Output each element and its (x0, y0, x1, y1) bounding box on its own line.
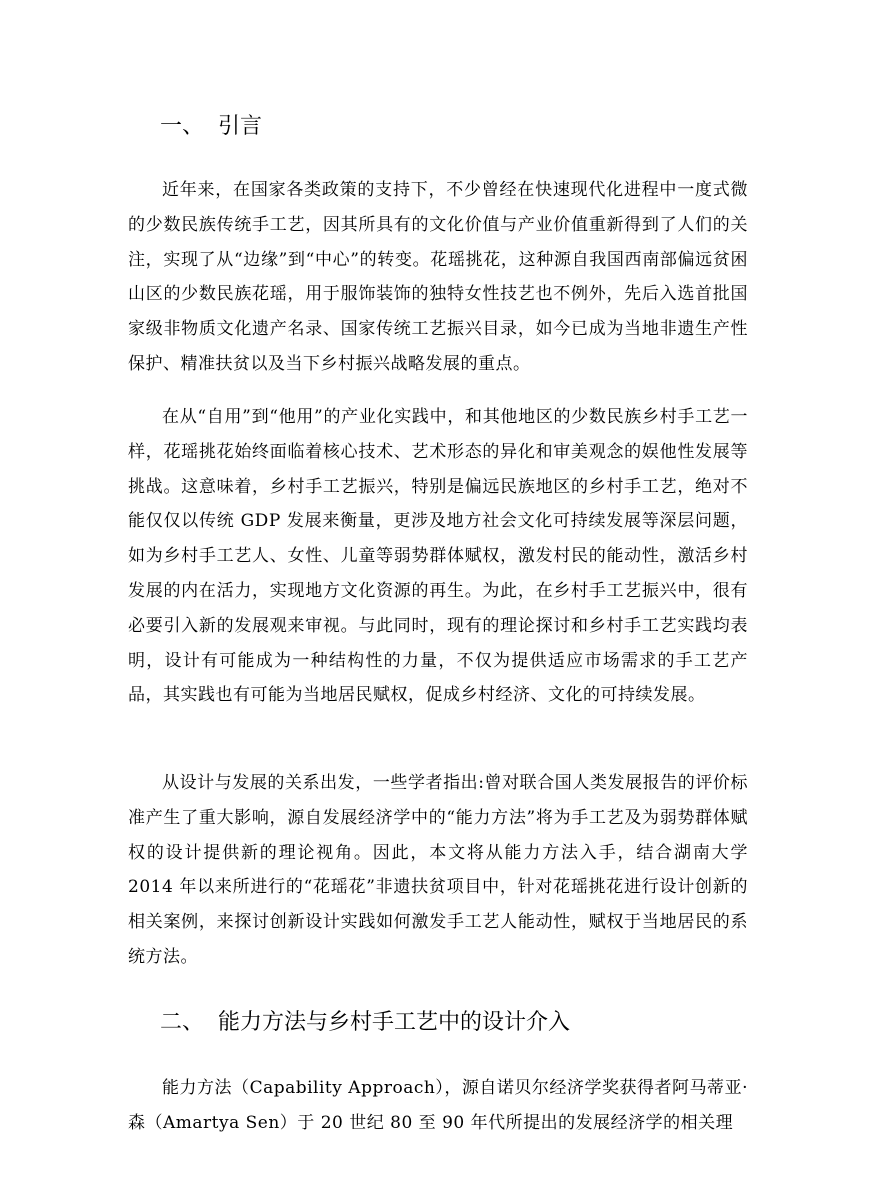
section-number: 二、 (160, 1010, 205, 1035)
section-heading-capability-approach (160, 1008, 570, 1038)
section-title: 引言 (218, 114, 263, 139)
paragraph: 从设计与发展的关系出发，一些学者指出:曾对联合国人类发展报告的评价标准产生了重大影响，源自发展经济学中的“能力方法”将为手工艺及为弱势群体赋权的设计提供新的理论视角。因此，本文将从能力方法入手，结合湖南大学 2014 年以来所进行的“花瑶花”非遗扶贫项目中，针对花瑶挑花进行设计创新的相关案例，来探讨创新设计实践如何激发手工艺人能动性，赋权于当地居民的系统方法。 (128, 773, 748, 967)
section-heading-introduction (160, 112, 262, 142)
paragraph: 在从“自用”到“他用”的产业化实践中，和其他地区的少数民族乡村手工艺一样，花瑶挑花始终面临着核心技术、艺术形态的异化和审美观念的娱他性发展等挑战。这意味着，乡村手工艺振兴，特别是偏远民族地区的乡村手工艺，绝对不能仅仅以传统 GDP 发展来衡量，更涉及地方社会文化可持续发展等深层问题，如为乡村手工艺人、女性、儿童等弱势群体赋权，激发村民的能动性，激活乡村发展的内在活力，实现地方文化资源的再生。为此，在乡村手工艺振兴中，很有必要引入新的发展观来审视。与此同时，现有的理论探讨和乡村手工艺实践均表明，设计有可能成为一种结构性的力量，不仅为提供适应市场需求的手工艺产品，其实践也有可能为当地居民赋权，促成乡村经济、文化的可持续发展。 (128, 407, 748, 706)
paragraph: 能力方法（Capability Approach），源自诺贝尔经济学奖获得者阿马蒂亚·森（Amartya Sen）于 20 世纪 80 至 90 年代所提出的发展经济学的相关理 (128, 1078, 748, 1133)
section-number: 一、 (160, 114, 205, 139)
section-title: 能力方法与乡村手工艺中的设计介入 (218, 1010, 571, 1035)
paragraph: 近年来，在国家各类政策的支持下，不少曾经在快速现代化进程中一度式微的少数民族传统手工艺，因其所具有的文化价值与产业价值重新得到了人们的关注，实现了从“边缘”到“中心”的转变。花瑶挑花，这种源自我国西南部偏远贫困山区的少数民族花瑶，用于服饰装饰的独特女性技艺也不例外，先后入选首批国家级非物质文化遗产名录、国家传统工艺振兴目录，如今已成为当地非遗生产性保护、精准扶贫以及当下乡村振兴战略发展的重点。 (128, 180, 748, 374)
